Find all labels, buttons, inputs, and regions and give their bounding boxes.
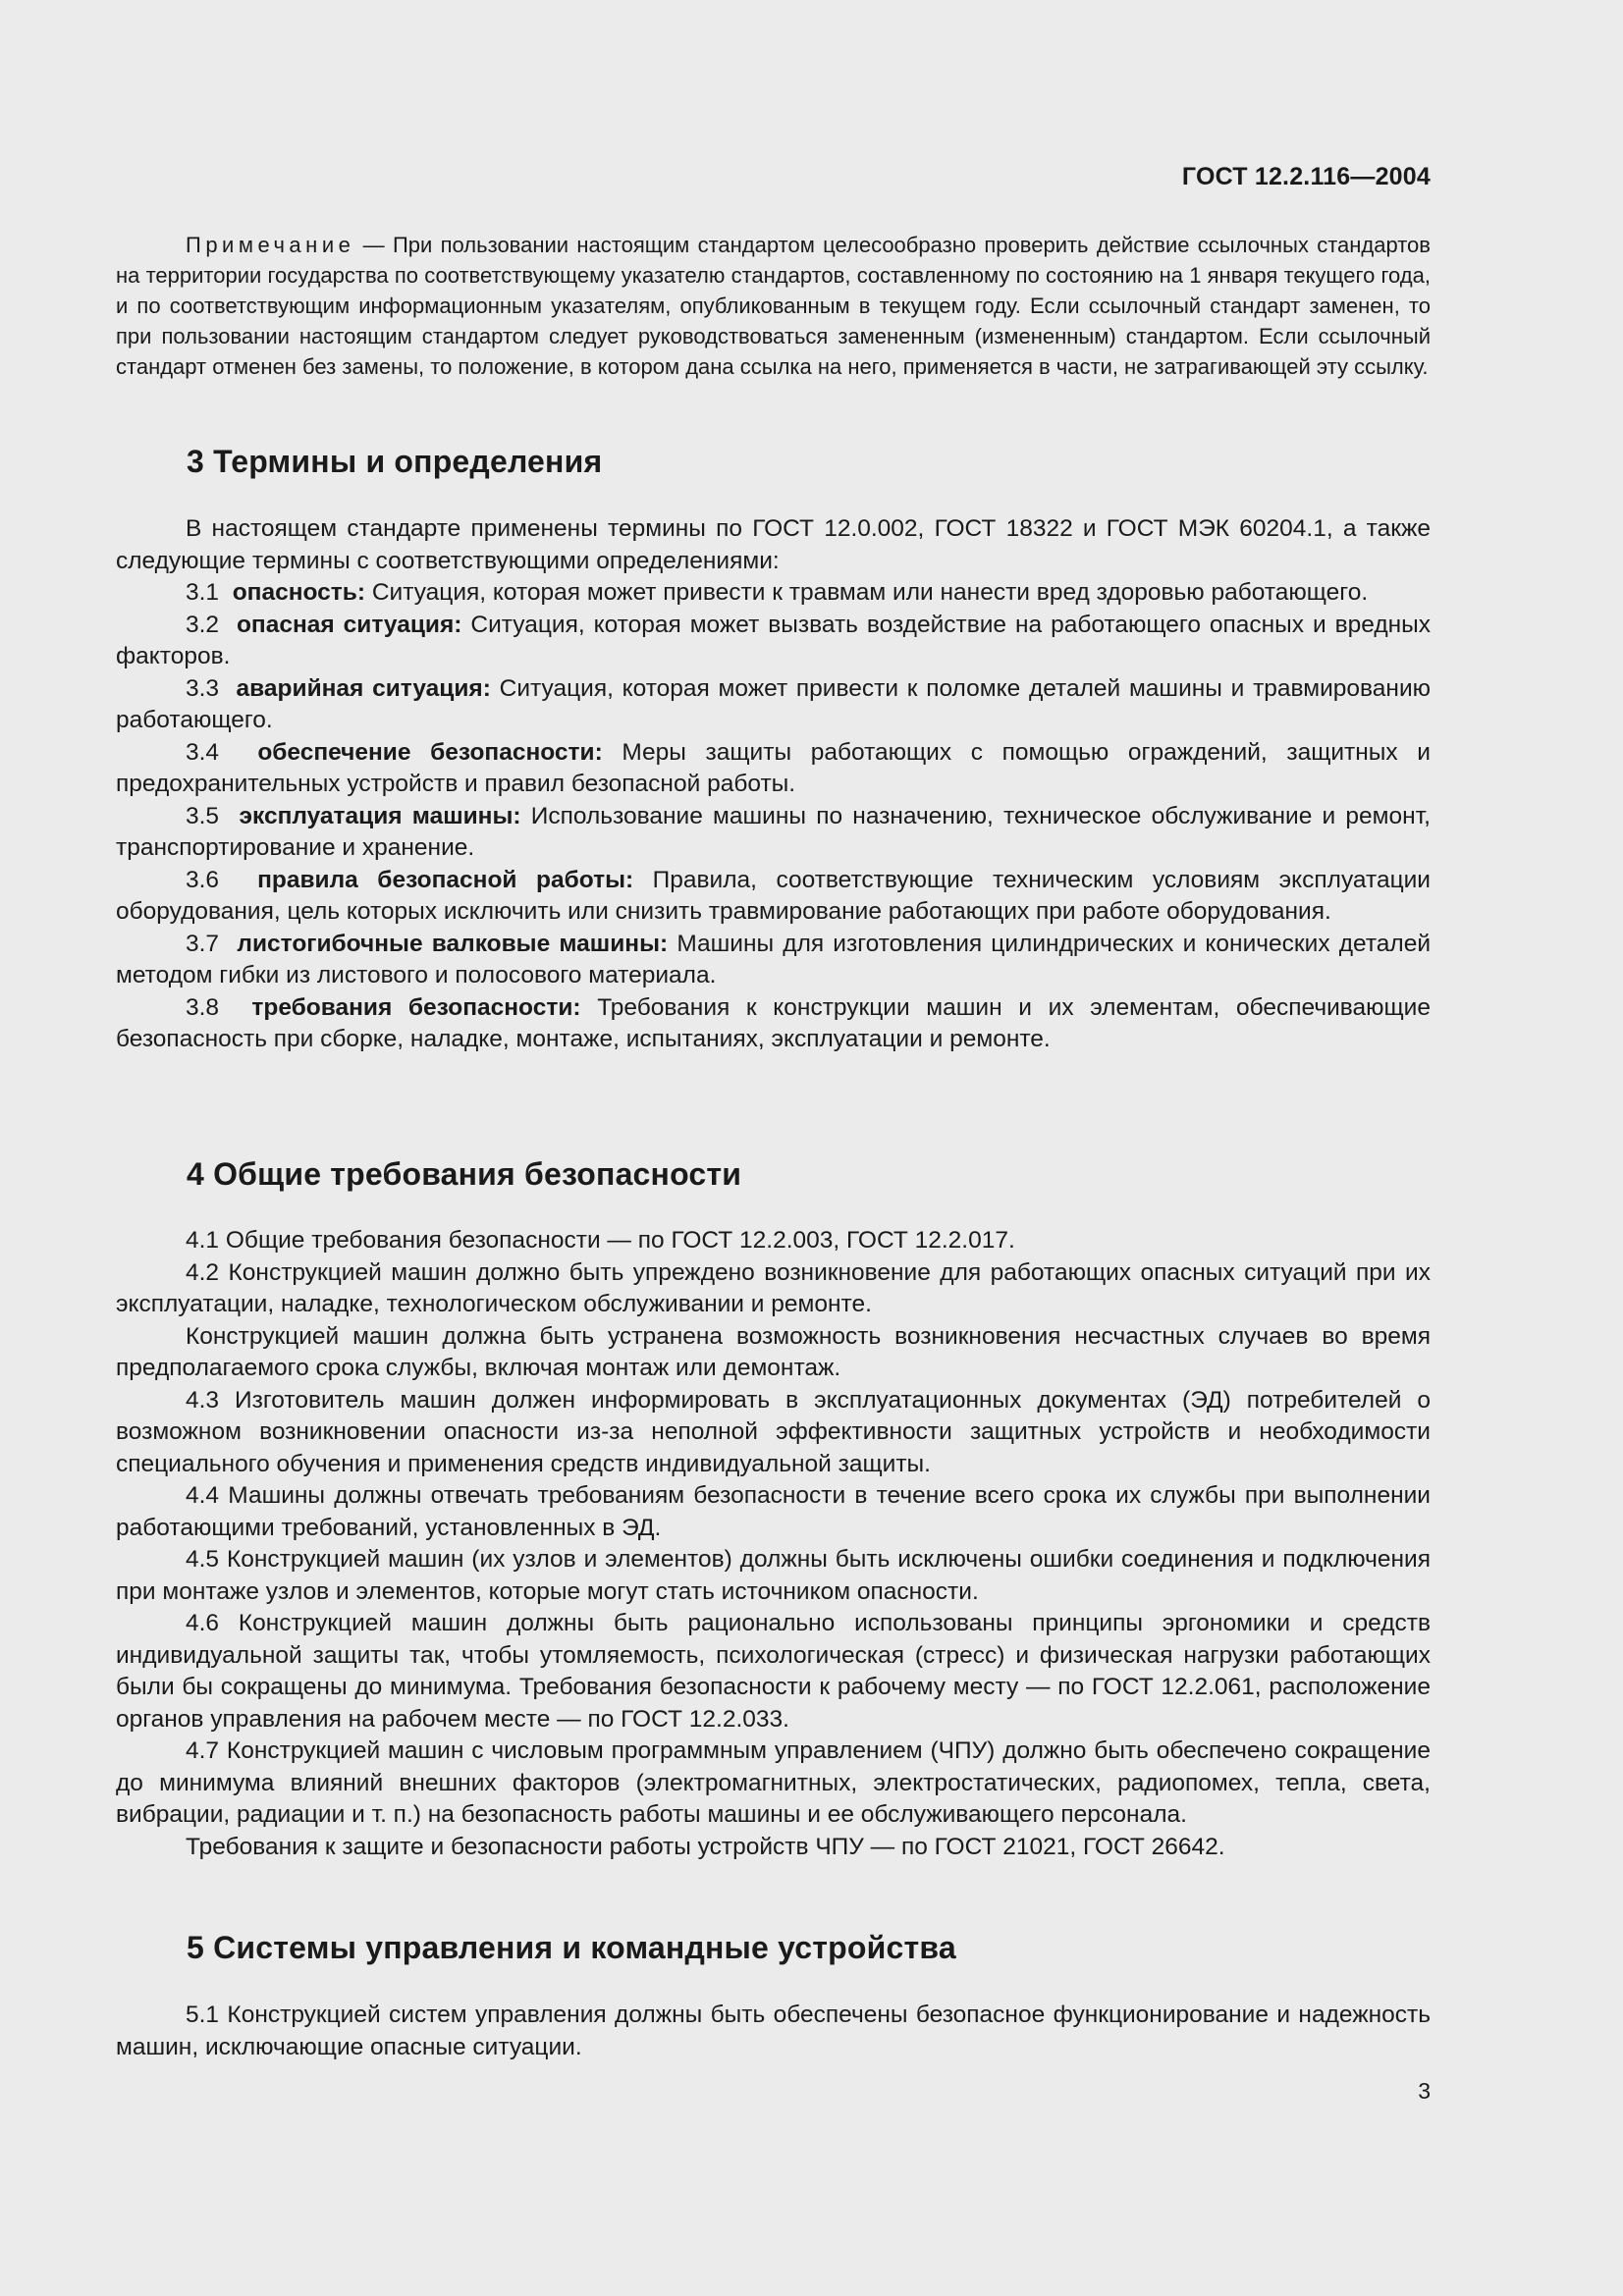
term-name: опасная ситуация: <box>236 611 462 638</box>
section-3-intro: В настоящем стандарте применены термины по ГОСТ 12.0.002, ГОСТ 18322 и ГОСТ МЭК 60204.1, а также следующие термины с соответствующими определениями: <box>116 515 1431 574</box>
term-definition: 3.4 обеспечение безопасности: Меры защиты работающих с помощью ограждений, защитных и предохранительных устройств и правил безопасной работы. <box>116 738 1431 797</box>
term-definition: 3.1 опасность: Ситуация, которая может привести к травмам или нанести вред здоровью работающего. <box>186 579 1369 606</box>
term-name: обеспечение безопасности: <box>257 738 603 766</box>
clause-paragraph: Требования к защите и безопасности работы устройств ЧПУ — по ГОСТ 21021, ГОСТ 26642. <box>186 1833 1225 1860</box>
term-name: правила безопасной работы: <box>257 866 634 893</box>
term-definition: 3.3 аварийная ситуация: Ситуация, которая может привести к поломке деталей машины и травмированию работающего. <box>116 674 1432 733</box>
term-definition: 3.7 листогибочные валковые машины: Машины для изготовления цилиндрических и конических деталей методом гибки из листового и полосового материала. <box>116 930 1432 988</box>
term-definition: 3.6 правила безопасной работы: Правила, соответствующие техническим условиям эксплуатации оборудования, цель которых исключить или снизить травмирование работающих при работе оборудования. <box>116 866 1431 925</box>
clause-paragraph: 4.1 Общие требования безопасности — по ГОСТ 12.2.003, ГОСТ 12.2.017. <box>186 1227 1015 1254</box>
clause-paragraph: Конструкцией машин должна быть устранена возможность возникновения несчастных случаев во время предполагаемого срока службы, включая монтаж или демонтаж. <box>116 1322 1431 1381</box>
note-block <box>116 230 1431 382</box>
term-name: эксплуатация машины: <box>239 802 521 829</box>
page-number: 3 <box>1418 2078 1431 2104</box>
section-5-body <box>116 2000 1431 2063</box>
term-definition: 3.8 требования безопасности: Требования к конструкции машин и их элементам, обеспечивающие безопасность при сборке, наладке, монтаже, испытаниях, эксплуатации и ремонте. <box>116 993 1431 1052</box>
section-4-body <box>116 1225 1431 1863</box>
note-label: Примечание <box>186 233 355 257</box>
clause-paragraph: 4.6 Конструкцией машин должны быть рационально использованы принципы эргономики и средств индивидуальной защиты так, чтобы утомляемость, психологическая (стресс) и физическая нагрузки работающих были бы сокращены до минимума. Требования безопасности к рабочему месту — по ГОСТ 12.2.061, расположение органов управления на рабочем месте — по ГОСТ 12.2.033. <box>116 1610 1431 1733</box>
section-3-body <box>116 513 1431 1056</box>
term-name: опасность: <box>232 579 365 606</box>
clause-paragraph: 4.4 Машины должны отвечать требованиям безопасности в течение всего срока их службы при выполнении работающими требований, установленных в ЭД. <box>116 1482 1431 1541</box>
note-paragraph: Примечание — При пользовании настоящим стандартом целесообразно проверить действие ссылочных стандартов на территории государства по соответствующему указателю стандартов, составленному по состоянию на 1 января текущего года, и по соответствующим информационным указателям, опубликованным в текущем году. Если ссылочный стандарт заменен, то при пользовании настоящим стандартом следует руководствоваться замененным (измененным) стандартом. Если ссылочный стандарт отменен без замены, то положение, в котором дана ссылка на него, применяется в части, не затрагивающей эту ссылку. <box>116 233 1431 379</box>
clause-paragraph: 4.7 Конструкцией машин с числовым программным управлением (ЧПУ) должно быть обеспечено сокращение до минимума влияний внешних факторов (электромагнитных, электростатических, радиопомех, тепла, света, вибрации, радиации и т. п.) на безопасность работы машины и ее обслуживающего персонала. <box>116 1737 1431 1828</box>
document-number: ГОСТ 12.2.116—2004 <box>1181 163 1431 190</box>
clause-paragraph: 5.1 Конструкцией систем управления должны быть обеспечены безопасное функционирование и надежность машин, исключающие опасные ситуации. <box>116 2002 1431 2060</box>
term-name: листогибочные валковые машины: <box>237 930 669 957</box>
clause-paragraph: 4.2 Конструкцией машин должно быть упреждено возникновение для работающих опасных ситуаций при их эксплуатации, наладке, технологическом обслуживании и ремонте. <box>116 1258 1431 1317</box>
term-name: аварийная ситуация: <box>236 674 491 702</box>
term-definition: 3.5 эксплуатация машины: Использование машины по назначению, техническое обслуживание и ремонт, транспортирование и хранение. <box>116 802 1431 861</box>
term-name: требования безопасности: <box>251 993 581 1021</box>
clause-paragraph: 4.5 Конструкцией машин (их узлов и элементов) должны быть исключены ошибки соединения и подключения при монтаже узлов и элементов, которые могут стать источником опасности. <box>116 1546 1431 1605</box>
term-definition: 3.2 опасная ситуация: Ситуация, которая может вызвать воздействие на работающего опасных и вредных факторов. <box>116 611 1432 669</box>
section-5-heading: 5 Системы управления и командные устройства <box>187 1930 956 1965</box>
clause-paragraph: 4.3 Изготовитель машин должен информировать в эксплуатационных документах (ЭД) потребителей о возможном возникновении опасности из-за неполной эффективности защитных устройств и необходимости специального обучения и применения средств индивидуальной защиты. <box>116 1386 1431 1477</box>
note-text: При пользовании настоящим стандартом целесообразно проверить действие ссылочных стандартов на территории государства по соответствующему указателю стандартов, составленному по состоянию на 1 января текущего года, и по соответствующим информационным указателям, опубликованным в текущем году. Если ссылочный стандарт заменен, то при пользовании настоящим стандартом следует руководствоваться замененным (измененным) стандартом. Если ссылочный стандарт отменен без замены, то положение, в котором дана ссылка на него, применяется в части, не затрагивающей эту ссылку. <box>116 233 1431 379</box>
section-3-heading: 3 Термины и определения <box>187 444 603 479</box>
section-4-heading: 4 Общие требования безопасности <box>187 1156 742 1192</box>
